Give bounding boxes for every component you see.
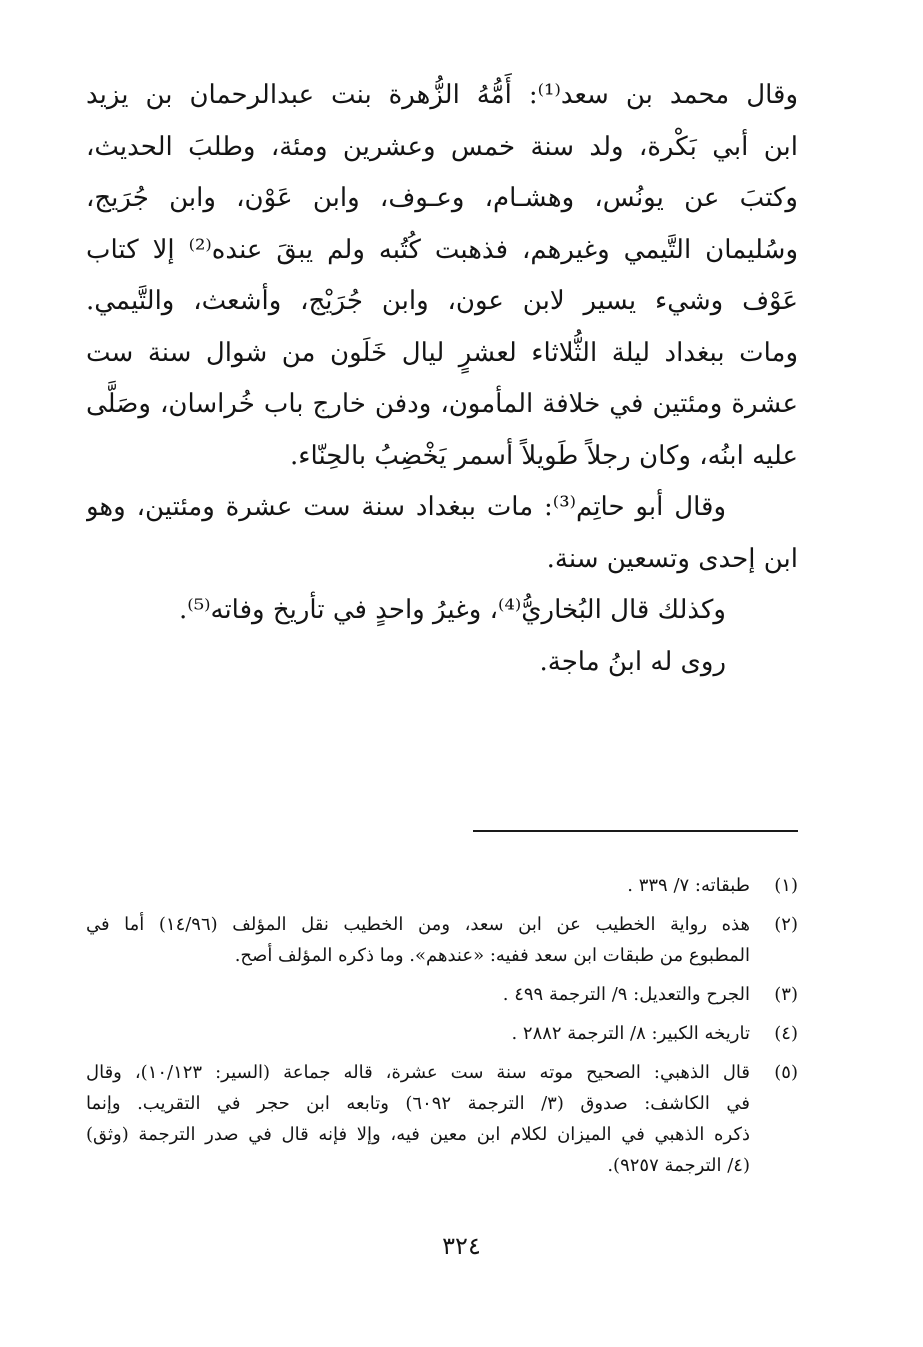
footnote xyxy=(86,1057,798,1181)
footnote-line: تاريخه الكبير: ٨/ الترجمة ٢٨٨٢ . xyxy=(511,1023,750,1044)
footnotes xyxy=(86,870,798,1189)
text-line: ابن إحدى وتسعين سنة. xyxy=(546,543,798,574)
footnote-line: ذكره الذهبي في الميزان لكلام ابن معين فيه، وإلا فإنه قال في صدر الترجمة (وثق) xyxy=(86,1124,750,1145)
footnote-number: (٣) xyxy=(774,984,798,1005)
footnote-number: (٤) xyxy=(774,1023,798,1044)
page-number: ٣٢٤ xyxy=(442,1232,481,1260)
footnote-number: (٥) xyxy=(774,1062,798,1083)
footnote-line: (٤/ الترجمة ٩٢٥٧). xyxy=(607,1155,750,1176)
text-line: عَوْف وشيء يسير لابن عون، وابن جُرَيْج، وأشعث، والتَّيمي. xyxy=(86,286,798,316)
footnote-line: الجرح والتعديل: ٩/ الترجمة ٤٩٩ . xyxy=(502,984,750,1005)
text-line: وسُليمان التَّيمي وغيرهم، فذهبت كُتُبه ولم يبقَ عنده⁽²⁾ إلا كتاب xyxy=(86,234,798,265)
footnote-number: (٢) xyxy=(774,914,798,935)
text-line: وكتبَ عن يونُس، وهشـام، وعـوف، وابن عَوْن، وابن جُرَيج، xyxy=(86,183,798,213)
footnote-number: (١) xyxy=(774,875,798,896)
text-line: عشرة ومئتين في خلافة المأمون، ودفن خارج باب خُراسان، وصَلَّى xyxy=(86,389,798,419)
main-text xyxy=(86,70,798,688)
footnote-separator xyxy=(473,830,798,832)
text-line: وقال محمد بن سعد⁽¹⁾: أَمُّهُ الزُّهرة بنت عبدالرحمان بن يزيد xyxy=(86,80,798,110)
text-line: وقال أبو حاتِم⁽³⁾: مات ببغداد سنة ست عشرة ومئتين، وهو xyxy=(86,492,726,522)
footnote-line: هذه رواية الخطيب عن ابن سعد، ومن الخطيب نقل المؤلف (١٤/٩٦) أما في xyxy=(86,914,750,935)
footnote xyxy=(86,909,798,971)
text-line: ومات ببغداد ليلة الثُّلاثاء لعشرٍ ليال خَلَون من شوال سنة ست xyxy=(86,337,798,368)
footnote xyxy=(86,979,798,1010)
footnote-line: طبقاته: ٧/ ٣٣٩ . xyxy=(627,875,750,896)
text-line: ابن أبي بَكْرة، ولد سنة خمس وعشرين ومئة، وطلبَ الحديث، xyxy=(86,131,798,162)
footnote-line: المطبوع من طبقات ابن سعد ففيه: «عندهم». وما ذكره المؤلف أصح. xyxy=(234,945,750,966)
footnote xyxy=(86,1018,798,1049)
footnote-line: في الكاشف: صدوق (٣/ الترجمة ٦٠٩٢) وتابعه ابن حجر في التقريب. وإنما xyxy=(86,1093,750,1114)
footnote xyxy=(86,870,798,901)
text-line: عليه ابنُه، وكان رجلاً طَويلاً أسمر يَخْضِبُ بالحِنّاء. xyxy=(290,440,798,471)
footnote-line: قال الذهبي: الصحيح موته سنة ست عشرة، قاله جماعة (السير: ١٠/١٢٣)، وقال xyxy=(86,1062,750,1083)
text-line: روى له ابنُ ماجة. xyxy=(539,646,726,677)
text-line: وكذلك قال البُخاريُّ⁽⁴⁾، وغيرُ واحدٍ في تأريخ وفاته⁽⁵⁾. xyxy=(179,595,726,625)
